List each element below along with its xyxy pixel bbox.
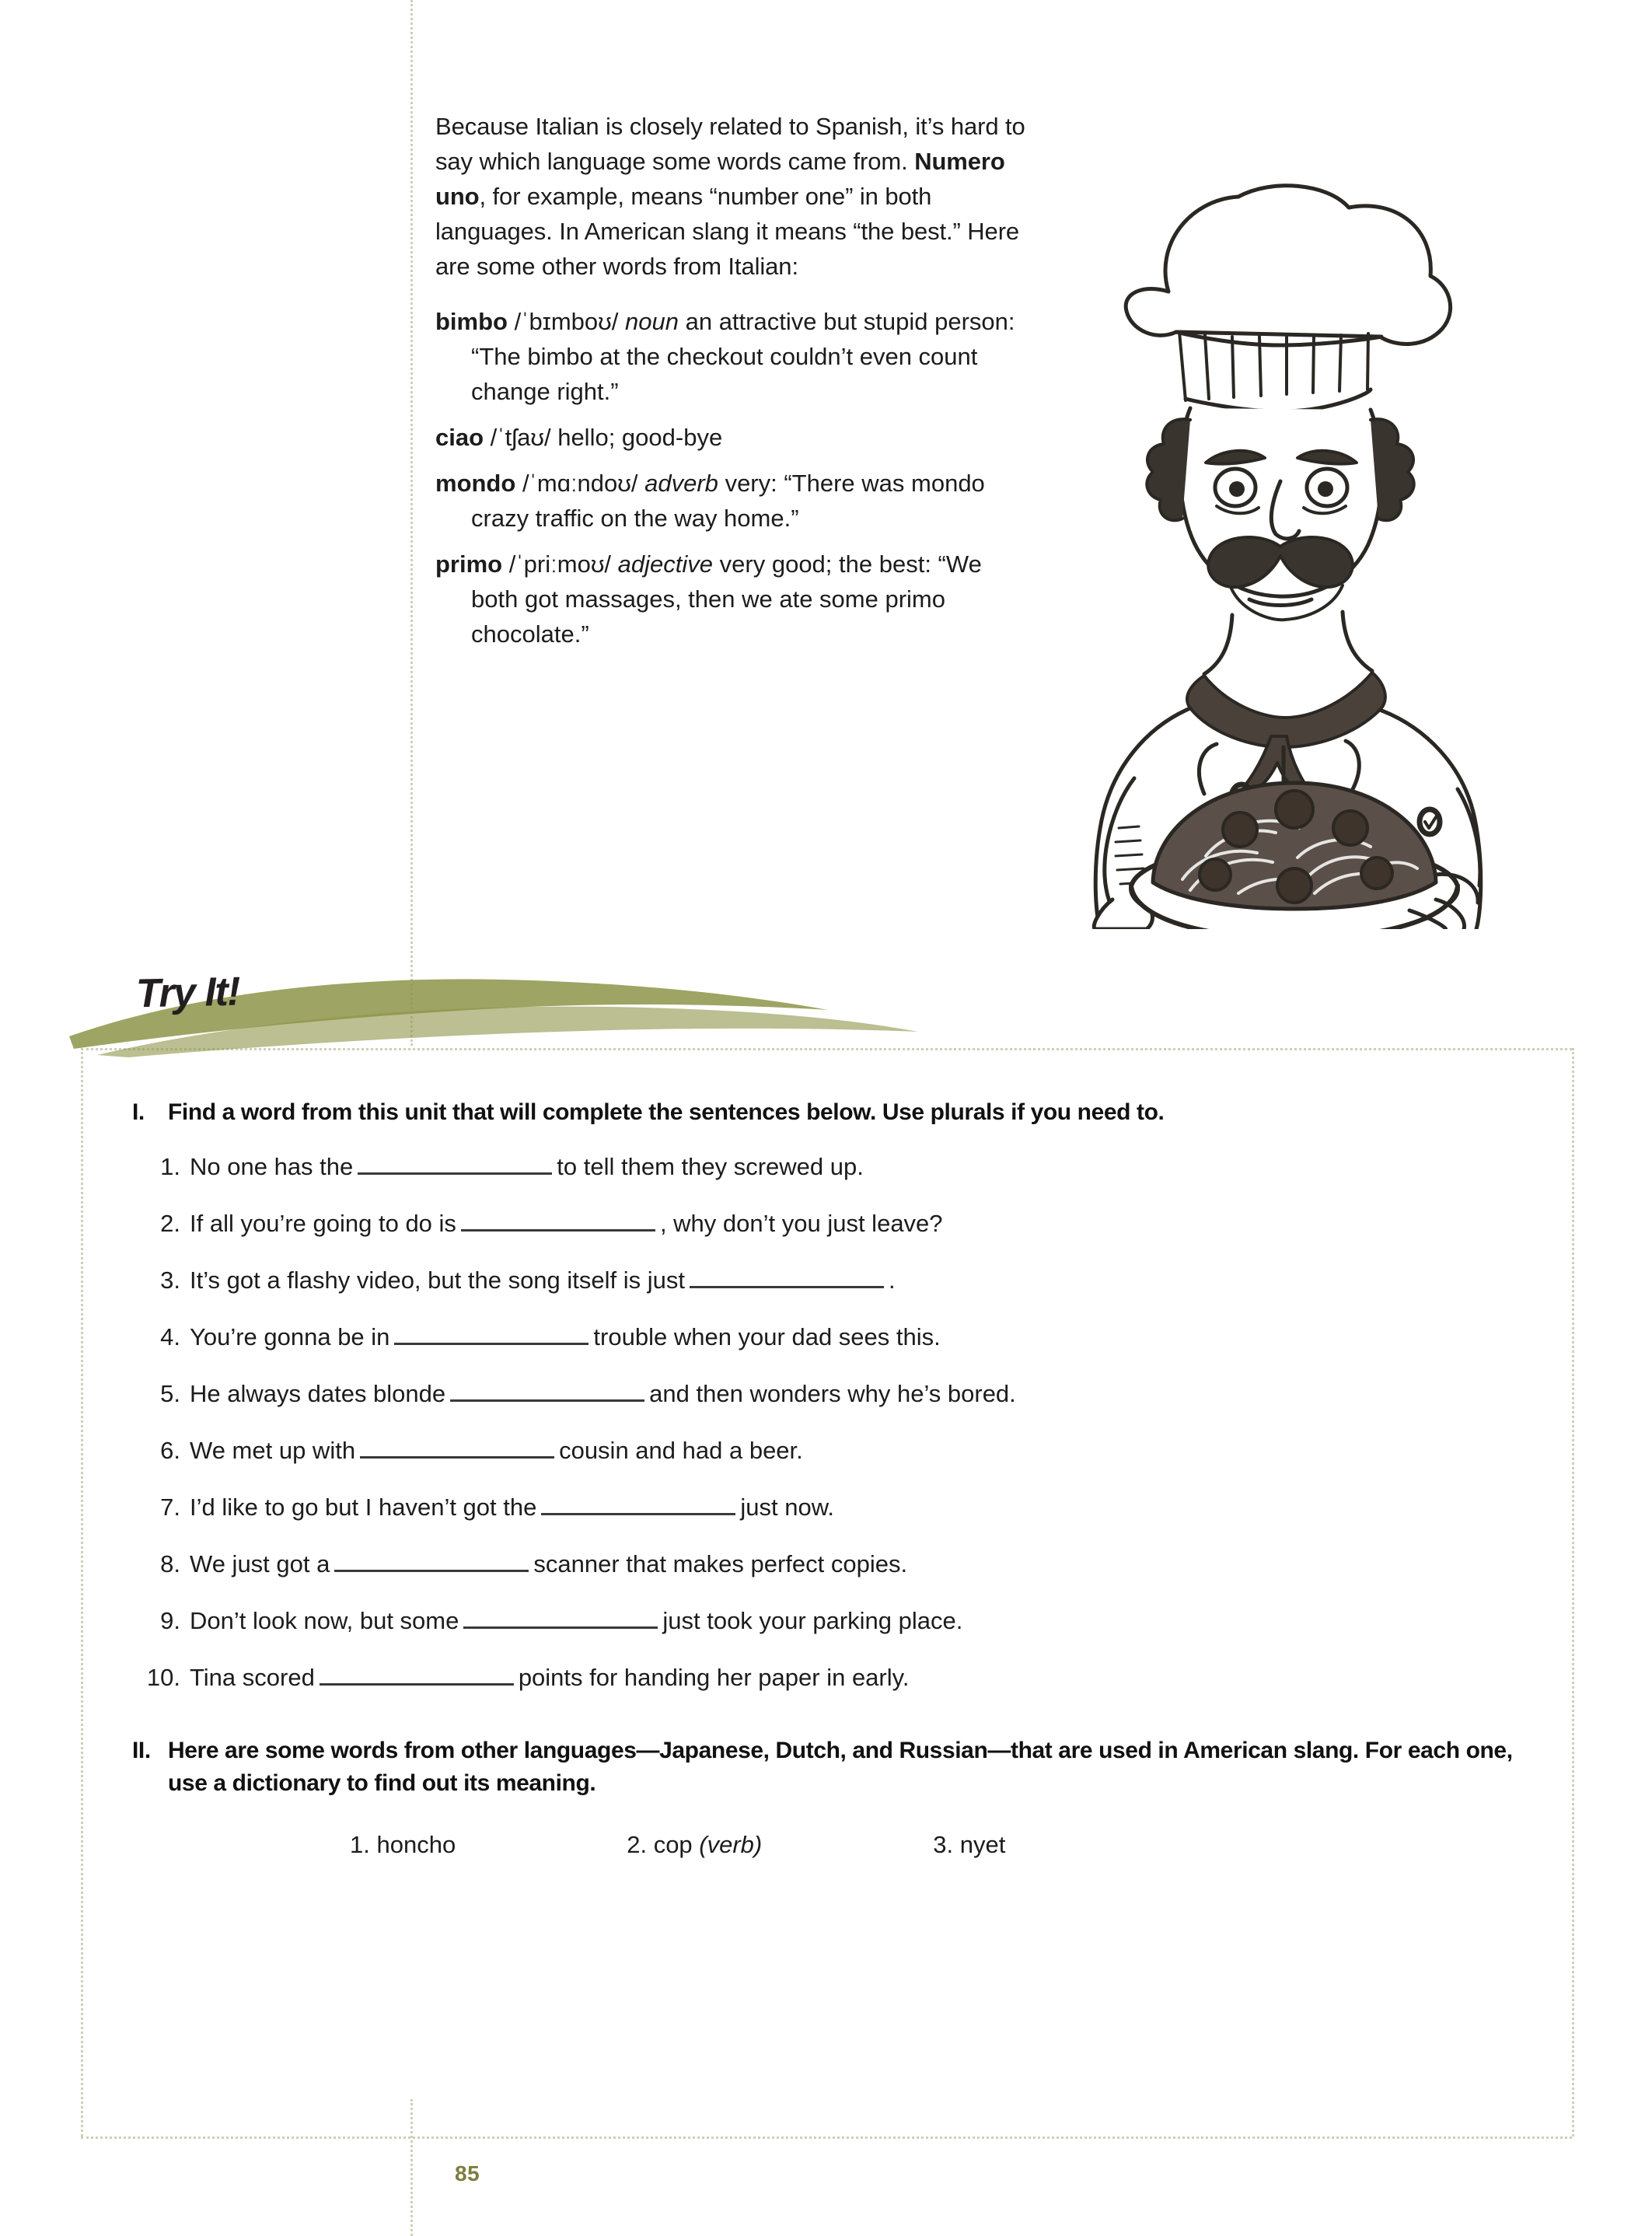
item-number: 1.	[160, 1153, 180, 1180]
vocab-definition: hello; good-bye	[557, 424, 723, 451]
answer-blank[interactable]	[461, 1206, 655, 1232]
vocab-part-of-speech: adverb	[644, 470, 718, 497]
item-text-after: just now.	[740, 1494, 834, 1521]
answer-blank[interactable]	[463, 1603, 658, 1629]
vocab-entry	[435, 304, 1026, 409]
list-item	[132, 1490, 1524, 1524]
vocab-pronunciation: /ˈmɑːndoʊ/	[522, 470, 638, 497]
vocab-definition: very good; the best: “We both got massages, then we ate some primo chocolate.”	[471, 550, 982, 648]
try-it-banner	[66, 945, 921, 1057]
reading-block	[435, 109, 1026, 662]
item-number: 9.	[160, 1607, 180, 1634]
vocab-definition: an attractive but stupid person: “The bimbo at the checkout couldn’t even count change right.”	[471, 308, 1015, 405]
vocab-definition: very: “There was mondo crazy traffic on the way home.”	[471, 470, 985, 532]
item-text-before: If all you’re going to do is	[190, 1210, 456, 1237]
exercise-two-numeral: II.	[132, 1738, 151, 1763]
vocab-pronunciation: /ˈtʃaʊ/	[490, 424, 551, 451]
exercise-area	[132, 1096, 1524, 1859]
item-number: 5.	[160, 1380, 180, 1407]
exercise-one-instruction: Find a word from this unit that will complete the sentences below. Use plurals if you need to.	[168, 1099, 1165, 1125]
vocab-entry	[435, 420, 1026, 455]
item-text-before: He always dates blonde	[190, 1380, 446, 1407]
dotted-rule-left-lower	[410, 2099, 413, 2236]
item-text-after: points for handing her paper in early.	[518, 1664, 910, 1691]
page-number: 85	[455, 2161, 480, 2185]
item-text-before: You’re gonna be in	[190, 1323, 390, 1350]
list-item	[132, 1603, 1524, 1637]
exercise-two-heading	[132, 1735, 1524, 1800]
item-text-before: Tina scored	[190, 1664, 315, 1691]
answer-blank[interactable]	[320, 1660, 514, 1686]
item-text-before: Don’t look now, but some	[190, 1607, 459, 1634]
answer-blank[interactable]	[394, 1319, 589, 1345]
vocab-headword: mondo	[435, 470, 516, 497]
exercise-two-instruction: Here are some words from other languages—Japanese, Dutch, and Russian—that are used in American slang. For each one, use a dictionary to find out its meaning.	[168, 1738, 1513, 1796]
list-item	[132, 1433, 1524, 1467]
list-item	[132, 1263, 1524, 1297]
answer-blank[interactable]	[334, 1546, 529, 1572]
item-number: 10.	[146, 1664, 180, 1691]
answer-blank[interactable]	[541, 1490, 735, 1515]
answer-blank[interactable]	[450, 1376, 644, 1402]
list-item	[132, 1546, 1524, 1581]
item-number: 3.	[933, 1831, 954, 1858]
dotted-rule-exercise-left	[81, 1048, 83, 2136]
try-it-label: Try It!	[135, 969, 240, 1017]
item-number: 2.	[160, 1210, 180, 1237]
item-text-after: and then wonders why he’s bored.	[649, 1380, 1016, 1407]
vocab-entry	[435, 466, 1026, 536]
answer-blank[interactable]	[360, 1433, 554, 1459]
item-text-before: We met up with	[190, 1437, 356, 1464]
dotted-rule-left-upper	[410, 0, 413, 1046]
item-number: 4.	[160, 1323, 180, 1350]
item-text-before: I’d like to go but I haven’t got the	[190, 1494, 537, 1521]
list-item	[933, 1831, 1005, 1859]
item-text-before: No one has the	[190, 1153, 354, 1180]
vocab-pronunciation: /ˈpriːmoʊ/	[508, 550, 612, 578]
item-text-after: .	[889, 1266, 896, 1294]
vocab-part-of-speech: adjective	[617, 550, 714, 578]
item-number: 8.	[160, 1550, 180, 1577]
vocab-entry	[435, 547, 1026, 652]
item-word: nyet	[959, 1831, 1006, 1858]
item-number: 1.	[350, 1831, 370, 1858]
item-word: cop	[653, 1831, 693, 1858]
answer-blank[interactable]	[690, 1263, 884, 1288]
dotted-rule-exercise-bottom	[81, 2136, 1572, 2139]
item-text-after: scanner that makes perfect copies.	[533, 1550, 908, 1577]
item-word: honcho	[376, 1831, 456, 1858]
intro-bold-term: Numero uno	[435, 148, 1005, 210]
item-number: 6.	[160, 1437, 180, 1464]
item-text-after: trouble when your dad sees this.	[593, 1323, 941, 1350]
item-text-before: We just got a	[190, 1550, 330, 1577]
intro-lead-text: Because Italian is closely related to Spanish, it’s hard to say which language some words came from.	[435, 113, 1025, 175]
dotted-rule-exercise-right	[1572, 1048, 1574, 2136]
item-number: 2.	[627, 1831, 648, 1858]
item-text-after: cousin and had a beer.	[559, 1437, 803, 1464]
intro-tail-text: , for example, means “number one” in both languages. In American slang it means “the best.” Here are some other words from Italian:	[435, 183, 1020, 280]
item-text-after: just took your parking place.	[662, 1607, 963, 1634]
item-text-after: to tell them they screwed up.	[557, 1153, 864, 1180]
item-number: 3.	[160, 1266, 180, 1294]
vocab-headword: bimbo	[435, 308, 508, 335]
dictionary-word-list	[132, 1831, 1524, 1859]
list-item	[132, 1376, 1524, 1410]
list-item	[132, 1319, 1524, 1354]
list-item	[132, 1660, 1524, 1694]
list-item	[132, 1149, 1524, 1183]
intro-paragraph	[435, 109, 1026, 284]
item-text-after: , why don’t you just leave?	[659, 1210, 943, 1237]
italian-chef-illustration	[1038, 152, 1512, 929]
list-item	[350, 1831, 456, 1859]
exercise-one-numeral: I.	[132, 1099, 145, 1125]
item-note: (verb)	[699, 1831, 763, 1858]
item-number: 7.	[160, 1494, 180, 1521]
fill-in-blank-list	[132, 1149, 1524, 1694]
list-item	[132, 1206, 1524, 1240]
item-text-before: It’s got a flashy video, but the song itself is just	[190, 1266, 685, 1294]
vocab-part-of-speech: noun	[625, 308, 679, 335]
exercise-one-heading	[132, 1096, 1524, 1129]
vocab-headword: primo	[435, 550, 503, 578]
answer-blank[interactable]	[358, 1149, 552, 1175]
vocab-pronunciation: /ˈbɪmboʊ/	[514, 308, 619, 335]
list-item	[627, 1831, 762, 1859]
vocab-headword: ciao	[435, 424, 484, 451]
